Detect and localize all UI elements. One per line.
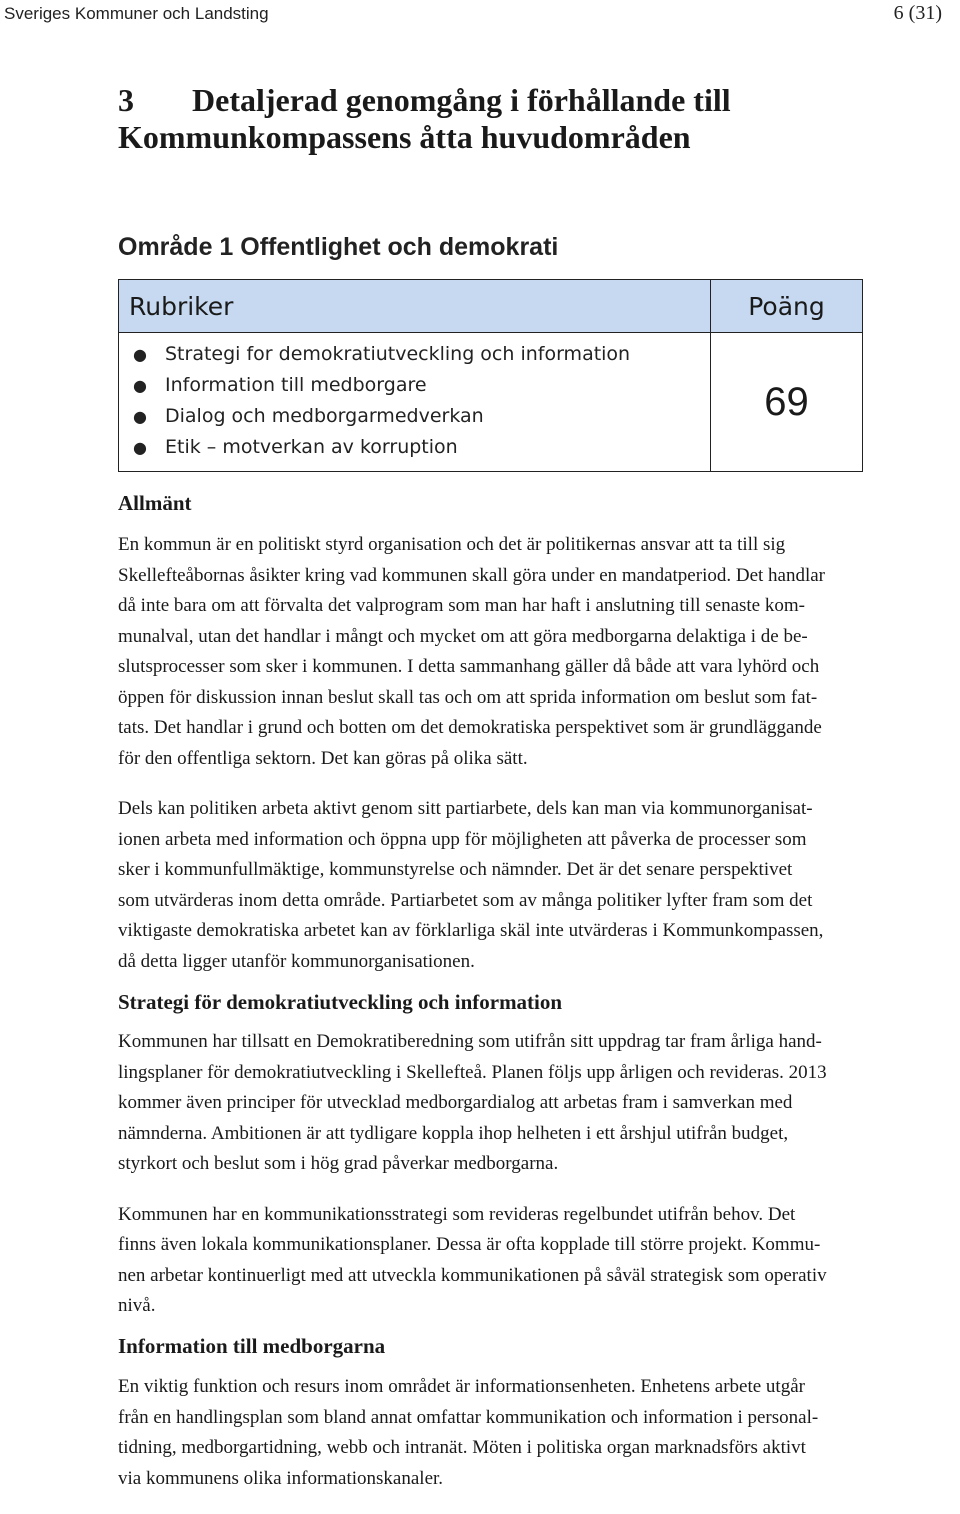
allmant-section bbox=[118, 530, 958, 997]
strategi-heading: Strategi för demokratiutveckling och information bbox=[118, 990, 563, 1014]
list-item: ● Etik – motverkan av korruption bbox=[127, 432, 710, 463]
score-table bbox=[118, 279, 863, 472]
allmant-heading: Allmänt bbox=[118, 491, 192, 515]
paragraph: En viktig funktion och resurs inom området är informationsenheten. Enhetens arbete utgår från en handlingsplan som bland annat omfattar kommunikation och information i personal- tidning, medborgartidning, webb och intranät. Möten i politiska organ marknadsförs aktivt via kommunens olika informationskanaler. bbox=[118, 1376, 819, 1489]
poang-header: Poäng bbox=[711, 280, 863, 333]
list-item: ● Strategi for demokratiutveckling och information bbox=[127, 339, 710, 370]
information-section bbox=[118, 1372, 958, 1514]
area-title: Område 1 Offentlighet och demokrati bbox=[118, 233, 559, 261]
paragraph: En kommun är en politiskt styrd organisation och det är politikernas ansvar att ta till sig Skellefteåbornas åsikter kring vad kommunen skall göra under en mandatperiod. Det handlar då inte bara om att förvalta det valprogram som man har haft i anslutning till senaste kom- munalval, utan det handlar i mångt och mycket om att göra medborgarna delaktiga i de be- slutsprocesser som sker i kommunen. I detta sammanhang gäller då både att vara lyhörd och öppen för diskussion innan beslut skall tas och om att sprida information om beslut som fat- tats. Det handlar i grund och botten om det demokratiska perspektivet som är grundläggande för den offentliga sektorn. Det kan göras på olika sätt. bbox=[118, 534, 825, 769]
paragraph: Dels kan politiken arbeta aktivt genom sitt partiarbete, dels kan man via kommunorganisat- ionen arbeta med information och öppna upp för möjligheten att påverka de processer som sker i kommunfullmäktige, kommunstyrelse och nämnder. Det är det senare perspektivet som utvärderas inom detta område. Partiarbetet som av många politiker lyfter fram som det viktigaste demokratiska arbetet kan av förklarliga skäl inte utvärderas i Kommunkompassen, då detta ligger utanför kommunorganisationen. bbox=[118, 798, 824, 972]
list-item: ● Dialog och medborgarmedverkan bbox=[127, 401, 710, 432]
bullet-icon: ● bbox=[133, 345, 147, 364]
information-heading: Information till medborgarna bbox=[118, 1334, 386, 1358]
topics-list bbox=[119, 333, 710, 471]
paragraph: Kommunen har tillsatt en Demokratiberedning som utifrån sitt uppdrag tar fram årliga hand- lingsplaner för demokratiutveckling i Skellefteå. Planen följs upp årligen och revideras. 2013 kommer även principer för utvecklad medborgardialog att arbetas fram i samverkan med nämnderna. Ambitionen är att tydligare koppla ihop helheten i ett årshjul utifrån budget, styrkort och beslut som i hög grad påverkar medborgarna. bbox=[118, 1031, 827, 1174]
strategi-section bbox=[118, 1027, 958, 1342]
paragraph: Kommunen har en kommunikationsstrategi som revideras regelbundet utifrån behov. Det finns även lokala kommunikationsplaner. Dessa är ofta kopplade till större projekt. Kommu- nen arbetar kontinuerligt med att utveckla kommunikationen på såväl strategisk som operativ nivå. bbox=[118, 1203, 827, 1316]
score-value: 69 bbox=[711, 333, 863, 472]
chapter-title-line2: Kommunkompassens åtta huvudområden bbox=[118, 119, 691, 155]
chapter-title bbox=[118, 82, 878, 156]
bullet-icon: ● bbox=[133, 407, 147, 426]
list-item: ● Information till medborgare bbox=[127, 370, 710, 401]
topics-cell bbox=[119, 333, 711, 472]
page-header bbox=[0, 0, 960, 28]
chapter-title-line1: Detaljerad genomgång i förhållande till bbox=[192, 82, 731, 118]
page-number: 6 (31) bbox=[893, 2, 942, 24]
bullet-icon: ● bbox=[133, 376, 147, 395]
bullet-icon: ● bbox=[133, 438, 147, 457]
organization-name: Sveriges Kommuner och Landsting bbox=[4, 4, 269, 23]
chapter-number: 3 bbox=[118, 82, 134, 118]
rubriker-header: Rubriker bbox=[119, 280, 711, 333]
